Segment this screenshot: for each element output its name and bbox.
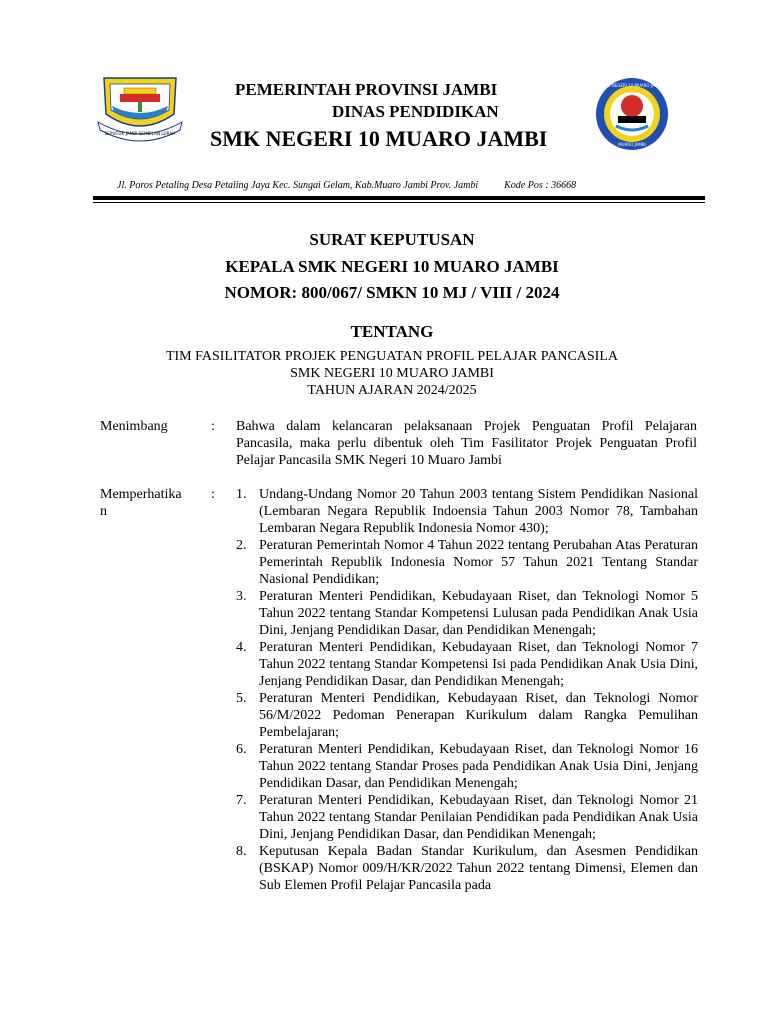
header-divider-thin bbox=[93, 202, 705, 203]
decree-number: NOMOR: 800/067/ SMKN 10 MJ / VIII / 2024 bbox=[224, 283, 560, 302]
subject-line-1: TIM FASILITATOR PROJEK PENGUATAN PROFIL PELAJAR PANCASILA bbox=[165, 349, 619, 364]
list-item-number: 1. bbox=[236, 487, 247, 502]
list-item-text: Peraturan Menteri Pendidikan, Kebudayaan Riset, dan Teknologi Nomor 16 Tahun 2022 tentang Standar Proses pada Pendidikan Anak Usia Dini, Jenjang Pendidikan Dasar, dan Pendidikan Menengah; bbox=[259, 742, 698, 791]
header-divider-thick bbox=[93, 196, 705, 200]
menimbang-text: Bahwa dalam kelancaran pelaksanaan Projek Penguatan Profil Pelajaran Pancasila, maka perlu dibentuk oleh Tim Fasilitator Projek Penguatan Profil Pelajar Pancasila SMK Negeri 10 Muaro Jambi bbox=[236, 419, 697, 468]
list-item-number: 5. bbox=[236, 691, 247, 706]
list-item bbox=[236, 843, 698, 894]
memperhatikan-colon: : bbox=[211, 487, 215, 502]
menimbang-colon: : bbox=[211, 419, 215, 434]
menimbang-label: Menimbang bbox=[100, 419, 168, 434]
header-government: PEMERINTAH PROVINSI JAMBI bbox=[235, 80, 498, 99]
list-item-number: 7. bbox=[236, 793, 247, 808]
header-department: DINAS PENDIDIKAN bbox=[332, 102, 499, 121]
svg-text:SMK NEGERI 10 MUARO JAMBI: SMK NEGERI 10 MUARO JAMBI bbox=[601, 83, 663, 88]
list-item-text: Undang-Undang Nomor 20 Tahun 2003 tentang Sistem Pendidikan Nasional (Lembaran Negara Republik Indoensia Tahun 2003 Nomor 78, Tambahan Lembaran Negara Republik Indonesia Nomor 430); bbox=[259, 487, 698, 536]
list-item-text: Peraturan Menteri Pendidikan, Kebudayaan Riset, dan Teknologi Nomor 7 Tahun 2022 tentang Standar Kompetensi Isi pada Pendidikan Anak Usia Dini, Jenjang Pendidikan Dasar, dan Pendidikan Menengah; bbox=[259, 640, 698, 689]
svg-text:SEPUCUK JAMBI SEMBILAN LURAH: SEPUCUK JAMBI SEMBILAN LURAH bbox=[104, 131, 176, 136]
list-item-number: 3. bbox=[236, 589, 247, 604]
memperhatikan-label-part1: Memperhatika bbox=[100, 487, 182, 502]
list-item-text: Peraturan Menteri Pendidikan, Kebudayaan Riset, dan Teknologi Nomor 56/M/2022 Pedoman Penerapan Kurikulum dalam Rangka Pemulihan Pembelajaran; bbox=[259, 691, 698, 740]
memperhatikan-label bbox=[100, 486, 182, 520]
list-item bbox=[236, 588, 698, 639]
decree-title: SURAT KEPUTUSAN bbox=[309, 230, 475, 249]
svg-text:MUARO JAMBI: MUARO JAMBI bbox=[618, 142, 646, 147]
list-item-number: 2. bbox=[236, 538, 247, 553]
list-item bbox=[236, 690, 698, 741]
memperhatikan-list bbox=[236, 486, 698, 894]
subject-line-3: TAHUN AJARAN 2024/2025 bbox=[307, 383, 477, 398]
list-item bbox=[236, 486, 698, 537]
subject-line-2: SMK NEGERI 10 MUARO JAMBI bbox=[290, 366, 494, 381]
list-item-text: Peraturan Pemerintah Nomor 4 Tahun 2022 tentang Perubahan Atas Peraturan Pemerintah Republik Indonesia Nomor 57 Tahun 2021 Tentang Standar Nasional Pendidikan; bbox=[259, 538, 698, 587]
list-item bbox=[236, 741, 698, 792]
list-item-text: Keputusan Kepala Badan Standar Kurikulum, dan Asesmen Pendidikan (BSKAP) Nomor 009/H/KR/2022 Tahun 2022 tentang Dimensi, Elemen dan Sub Elemen Profil Pelajar Pancasila pada bbox=[259, 844, 698, 893]
decree-issuer: KEPALA SMK NEGERI 10 MUARO JAMBI bbox=[225, 257, 559, 276]
memperhatikan-label-part2: n bbox=[100, 504, 107, 519]
jambi-province-emblem-icon bbox=[94, 76, 186, 150]
list-item-number: 8. bbox=[236, 844, 247, 859]
postal-code: Kode Pos : 36668 bbox=[504, 180, 577, 191]
address-text: Jl. Poros Petaling Desa Petaling Jaya Kec. Sungai Gelam, Kab.Muaro Jambi Prov. Jambi bbox=[117, 180, 479, 191]
school-emblem-icon bbox=[594, 76, 670, 152]
header-school-name: SMK NEGERI 10 MUARO JAMBI bbox=[210, 126, 548, 151]
list-item bbox=[236, 537, 698, 588]
list-item-number: 4. bbox=[236, 640, 247, 655]
tentang-heading: TENTANG bbox=[350, 322, 434, 341]
list-item bbox=[236, 639, 698, 690]
list-item bbox=[236, 792, 698, 843]
list-item-text: Peraturan Menteri Pendidikan, Kebudayaan Riset, dan Teknologi Nomor 21 Tahun 2022 tentang Standar Penilaian Pendidikan pada Pendidikan Anak Usia Dini, Jenjang Pendidikan Dasar, dan Pendidikan Menengah; bbox=[259, 793, 698, 842]
list-item-number: 6. bbox=[236, 742, 247, 757]
list-item-text: Peraturan Menteri Pendidikan, Kebudayaan Riset, dan Teknologi Nomor 5 Tahun 2022 tentang Standar Kompetensi Lulusan pada Pendidikan Anak Usia Dini, Jenjang Pendidikan Dasar, dan Pendidikan Menengah; bbox=[259, 589, 698, 638]
school-address bbox=[117, 180, 576, 191]
